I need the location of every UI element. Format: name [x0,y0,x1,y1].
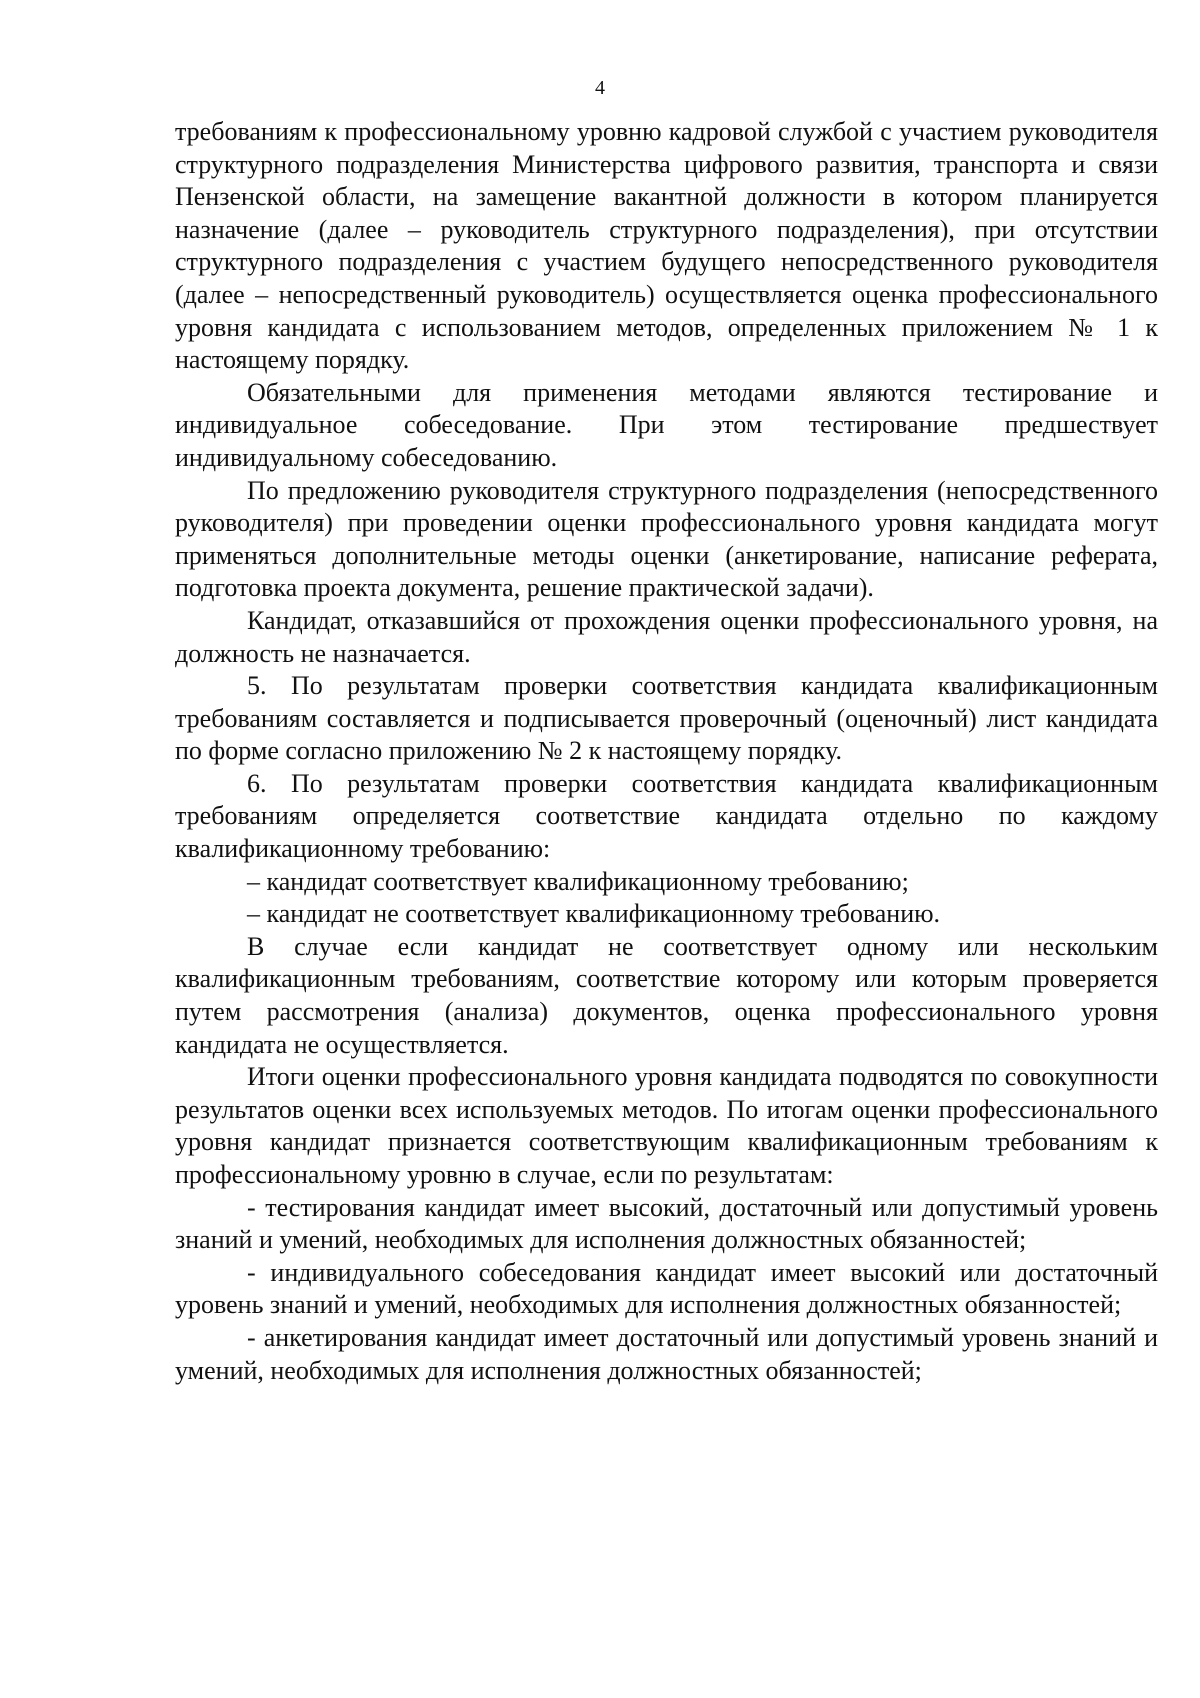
list-item-interview: - индивидуального собеседования кандидат имеет высокий или достаточный уровень знаний и умений, необходимых для исполнения должностных обязанностей; [175,1257,1158,1320]
paragraph-mismatch-case: В случае если кандидат не соответствует одному или нескольким квалификационным требованиям, соответствие которому или которым проверяется путем рассмотрения (анализа) документов, оценка профессионального уровня кандидата не осуществляется. [175,931,1158,1059]
page-number: 4 [595,77,605,99]
paragraph-refusal: Кандидат, отказавшийся от прохождения оценки профессионального уровня, на должность не назначается. [175,605,1158,668]
list-item-testing: - тестирования кандидат имеет высокий, достаточный или допустимый уровень знаний и умений, необходимых для исполнения должностных обязанностей; [175,1192,1158,1255]
document-body [175,116,1158,1387]
paragraph-mandatory-methods: Обязательными для применения методами являются тестирование и индивидуальное собеседование. При этом тестирование предшествует индивидуальному собеседованию. [175,377,1158,472]
paragraph-item-6: 6. По результатам проверки соответствия кандидата квалификационным требованиям определяется соответствие кандидата отдельно по каждому квалификационному требованию: [175,768,1158,864]
paragraph-item-5: 5. По результатам проверки соответствия кандидата квалификационным требованиям составляется и подписывается проверочный (оценочный) лист кандидата по форме согласно приложению № 2 к настоящему порядку. [175,671,1158,766]
paragraph-additional-methods: По предложению руководителя структурного подразделения (непосредственного руководителя) при проведении оценки профессионального уровня кандидата могут применяться дополнительные методы оценки (анкетирование, написание реферата, подготовка проекта документа, решение практической задачи). [175,475,1158,603]
list-item-questionnaire: - анкетирования кандидат имеет достаточный или допустимый уровень знаний и умений, необходимых для исполнения должностных обязанностей; [175,1322,1158,1385]
list-item-not-meets-requirement: – кандидат не соответствует квалификационному требованию. [247,899,941,929]
paragraph-continuation: требованиям к профессиональному уровню кадровой службой с участием руководителя структурного подразделения Министерства цифрового развития, транспорта и связи Пензенской области, на замещение вакантной должности в котором планируется назначение (далее – руководитель структурного подразделения), при отсутствии структурного подразделения с участием будущего непосредственного руководителя (далее – непосредственный руководитель) осуществляется оценка профессионального уровня кандидата с использованием методов, определенных приложением № 1 к настоящему порядку. [175,117,1158,375]
list-item-meets-requirement: – кандидат соответствует квалификационному требованию; [247,866,909,896]
paragraph-results-summary: Итоги оценки профессионального уровня кандидата подводятся по совокупности результатов оценки всех используемых методов. По итогам оценки профессионального уровня кандидат признается соответствующим квалификационным требованиям к профессиональному уровню в случае, если по результатам: [175,1062,1158,1189]
